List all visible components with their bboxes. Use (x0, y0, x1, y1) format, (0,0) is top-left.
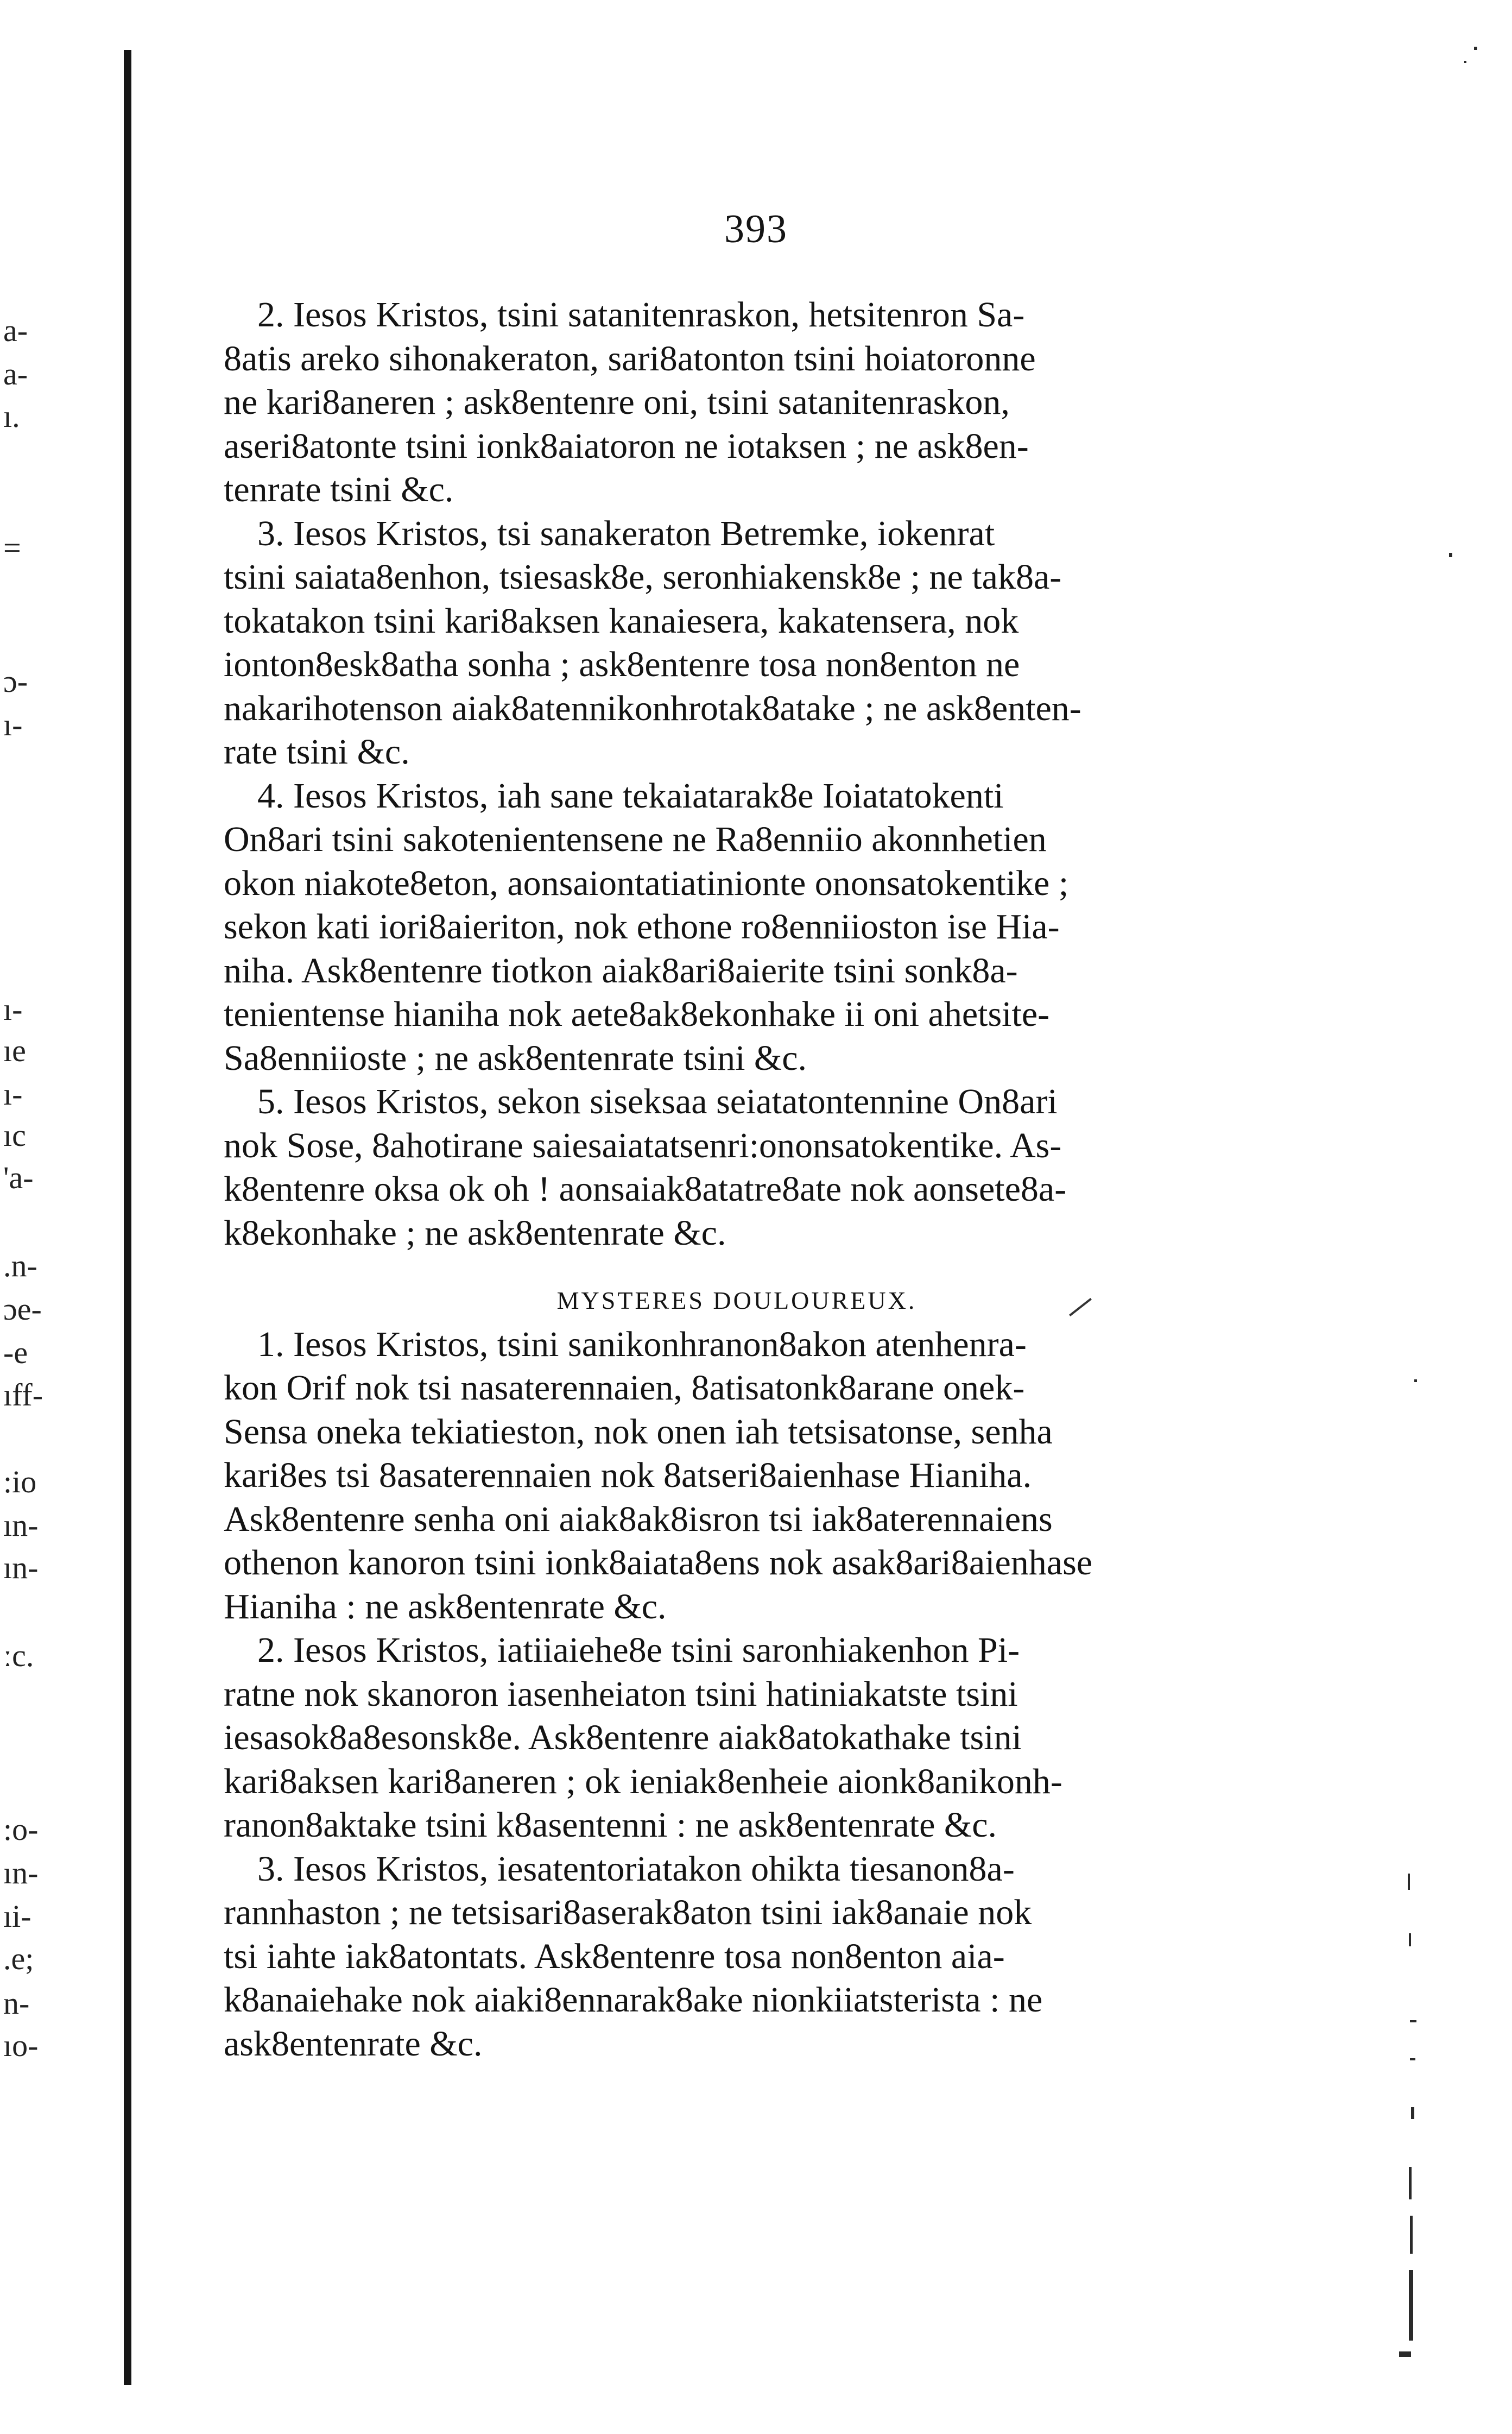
text-line: aseri8atonte tsini ionk8aiatoron ne iotaksen ; ne ask8en- (224, 426, 1029, 466)
text-line: tenrate tsini &c. (224, 470, 454, 509)
text-line: 5. Iesos Kristos, sekon siseksaa seiatatontennine On8ari (257, 1082, 1058, 1121)
margin-fragment: a- (3, 356, 28, 392)
text-line: 3. Iesos Kristos, tsi sanakeraton Betremke, iokenrat (257, 513, 995, 553)
margin-fragment: ːc. (3, 1638, 34, 1673)
text-line: Ask8entenre senha oni aiak8ak8isron tsi iak8aterennaiens (224, 1499, 1053, 1539)
text-line: k8entenre oksa ok oh ! aonsaiak8atatre8ate nok aonsete8a- (224, 1169, 1067, 1209)
text-line: tenientense hianiha nok aete8ak8ekonhake ii oni ahetsite- (224, 994, 1050, 1034)
margin-fragment: n- (3, 1985, 30, 2021)
text-line: okon niakote8eton, aonsaiontatiatinionte ononsatokentike ; (224, 863, 1069, 903)
margin-fragment: ı. (3, 399, 20, 434)
margin-fragment: .e; (3, 1941, 34, 1976)
section-paragraphs (224, 1323, 1250, 2066)
text-line: Hianiha : ne ask8entenrate &c. (224, 1586, 667, 1626)
text-line: rannhaston ; ne tetsisari8aserak8aton tsini iak8anaie nok (224, 1893, 1032, 1932)
text-line: niha. Ask8entenre tiotkon aiak8ari8aierite tsini sonk8a- (224, 950, 1018, 991)
margin-fragment: :o- (3, 1812, 39, 1847)
body-paragraphs (224, 293, 1250, 1255)
margin-fragment: ı- (3, 992, 23, 1027)
text-line: k8anaiehake nok aiaki8ennarak8ake nionkiiatsterista : ne (224, 1980, 1043, 2020)
margin-fragment: ıff- (3, 1377, 43, 1413)
text-line: 8atis areko sihonakeraton, sari8atonton tsini hoiatoronne (224, 338, 1036, 379)
text-line: Sa8enniioste ; ne ask8entenrate tsini &c. (224, 1038, 807, 1078)
margin-fragment: ın- (3, 1550, 39, 1585)
text-line: ask8entenrate &c. (224, 2023, 483, 2064)
left-margin-bleed (0, 0, 81, 2434)
text-line: k8ekonhake ; ne ask8entenrate &c. (224, 1213, 726, 1253)
gutter-rule (124, 50, 131, 2385)
text-line: Sensa oneka tekiatieston, nok onen iah tetsisatonse, senha (224, 1411, 1053, 1452)
text-line: kon Orif nok tsi nasaterennaien, 8atisatonk8arane onek- (224, 1368, 1025, 1408)
margin-fragment: .n- (3, 1248, 37, 1283)
text-line: nakarihotenson aiak8atennikonhrotak8atake ; ne ask8enten- (224, 688, 1081, 728)
margin-fragment: = (3, 530, 21, 565)
text-line: tsi iahte iak8atontats. Ask8entenre tosa non8enton aia- (224, 1936, 1005, 1976)
text-line: kari8es tsi 8asaterennaien nok 8atseri8aienhase Hianiha. (224, 1455, 1032, 1495)
section-heading: MYSTERES DOULOUREUX. (556, 1287, 917, 1314)
text-line: tokatakon tsini kari8aksen kanaiesera, kakatensera, nok (224, 601, 1019, 641)
text-line: rate tsini &c. (224, 732, 410, 772)
margin-fragment: ɔe- (3, 1291, 42, 1327)
margin-fragment: ıi- (3, 1899, 31, 1934)
text-line: nok Sose, 8ahotirane saiesaiatatsenri:ononsatokentike. As- (224, 1125, 1062, 1165)
margin-fragment: :io (3, 1464, 37, 1499)
margin-fragment: ı- (3, 707, 23, 742)
text-line: ne kari8aneren ; ask8entenre oni, tsini satanitenraskon, (224, 382, 1010, 422)
text-line: sekon kati iori8aieriton, nok ethone ro8enniioston ise Hia- (224, 907, 1060, 947)
text-line: 1. Iesos Kristos, tsini sanikonhranon8akon atenhenra- (257, 1324, 1027, 1364)
text-line: ratne nok skanoron iasenheiaton tsini hatiniakatste tsini (224, 1674, 1018, 1714)
text-line: iesasok8a8esonsk8e. Ask8entenre aiak8atokathake tsini (224, 1718, 1022, 1757)
text-line: 4. Iesos Kristos, iah sane tekaiatarak8e Ioiatatokenti (257, 775, 1004, 816)
margin-fragment: 'a- (3, 1160, 34, 1195)
text-line: 2. Iesos Kristos, iatiiaiehe8e tsini saronhiakenhon Pi- (257, 1630, 1020, 1670)
margin-fragment: a- (3, 313, 28, 348)
text-line: ranon8aktake tsini k8asentenni : ne ask8entenrate &c. (224, 1805, 997, 1845)
page-text (224, 293, 1250, 2066)
margin-fragment: ı- (3, 1076, 23, 1112)
margin-fragment: ɔ- (3, 664, 28, 699)
margin-fragment: -e (3, 1335, 28, 1370)
margin-fragment: ıc (3, 1118, 26, 1153)
right-margin-specks (1393, 0, 1512, 2434)
text-line: 2. Iesos Kristos, tsini satanitenraskon, hetsitenron Sa- (257, 295, 1025, 335)
margin-fragment: ıe (3, 1033, 26, 1068)
text-line: tsini saiata8enhon, tsiesask8e, seronhiakensk8e ; ne tak8a- (224, 557, 1062, 597)
text-line: 3. Iesos Kristos, iesatentoriatakon ohikta tiesanon8a- (257, 1849, 1015, 1889)
page-number: 393 (724, 207, 788, 251)
margin-fragment: ın- (3, 1508, 39, 1543)
text-line: ionton8esk8atha sonha ; ask8entenre tosa non8enton ne (224, 645, 1020, 684)
text-line: othenon kanoron tsini ionk8aiata8ens nok asak8ari8aienhase (224, 1543, 1093, 1582)
margin-fragment: ın- (3, 1855, 39, 1890)
text-line: On8ari tsini sakotenientensene ne Ra8enniio akonnhetien (224, 819, 1047, 859)
text-line: kari8aksen kari8aneren ; ok ieniak8enheie aionk8anikonh- (224, 1761, 1062, 1801)
margin-fragment: ıo- (3, 2028, 39, 2063)
